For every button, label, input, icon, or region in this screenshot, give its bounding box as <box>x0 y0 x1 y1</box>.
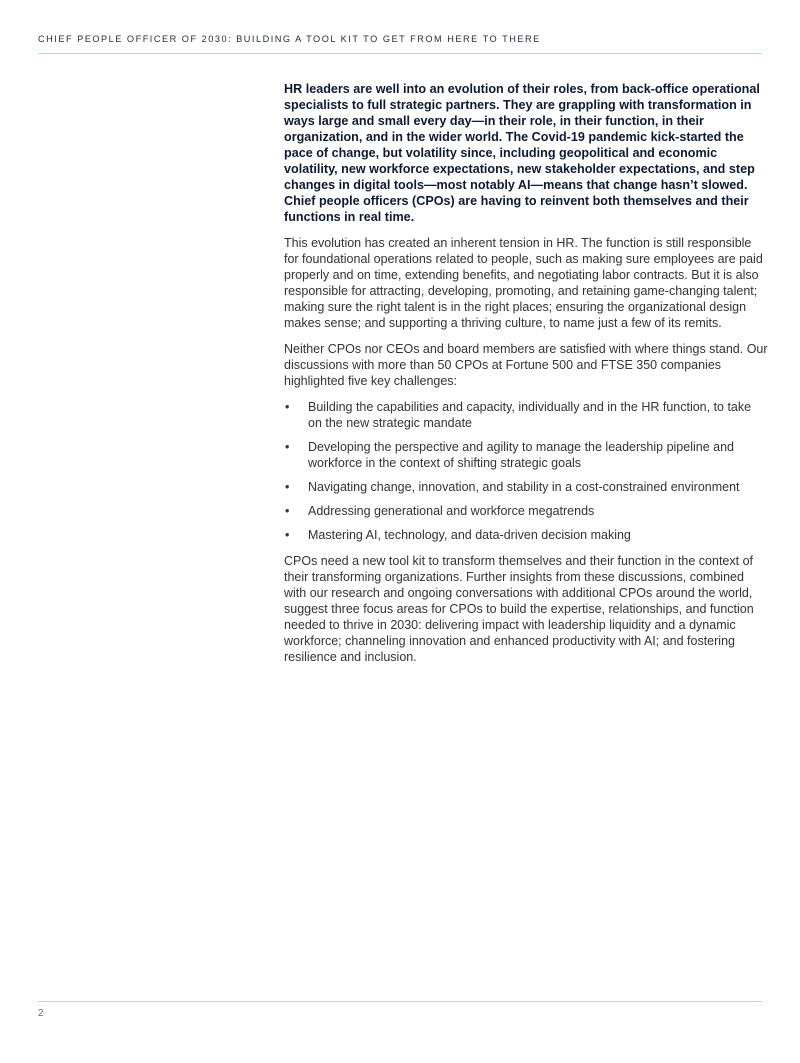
page-number: 2 <box>38 1008 44 1019</box>
bullet-icon: • <box>285 400 290 414</box>
bullet-icon: • <box>285 504 290 518</box>
running-header: CHIEF PEOPLE OFFICER OF 2030: BUILDING A TOOL KIT TO GET FROM HERE TO THERE <box>38 34 541 44</box>
list-item-text: Building the capabilities and capacity, individually and in the HR function, to take on the new strategic mandate <box>308 400 752 430</box>
article-body <box>284 81 768 675</box>
list-item <box>284 479 768 495</box>
list-item <box>284 399 768 431</box>
header-divider <box>38 53 762 54</box>
body-paragraph-1: This evolution has created an inherent tension in HR. The function is still responsible for foundational operations related to people, such as making sure employees are paid properly and on time, extending benefits, and negotiating labor contracts. But it is also responsible for attracting, developing, promoting, and retaining game-changing talent; making sure the right talent is in the right places; ensuring the organizational design makes sense; and supporting a thriving culture, to name just a few of its remits. <box>284 236 763 330</box>
list-item <box>284 439 768 471</box>
body-paragraph-3: CPOs need a new tool kit to transform themselves and their function in the context of their transforming organizations. Further insights from these discussions, combined with our research and ongoing conversations with additional CPOs around the world, suggest three focus areas for CPOs to build the expertise, relationships, and function needed to thrive in 2030: delivering impact with leadership liquidity and a dynamic workforce; channeling innovation and enhanced productivity with AI; and fostering resilience and inclusion. <box>284 554 754 664</box>
list-item-text: Developing the perspective and agility to manage the leadership pipeline and workforce in the context of shifting strategic goals <box>308 440 734 470</box>
bullet-icon: • <box>285 528 290 542</box>
bullet-icon: • <box>285 480 290 494</box>
list-item-text: Mastering AI, technology, and data-driven decision making <box>308 528 631 542</box>
list-item <box>284 527 768 543</box>
list-item-text: Navigating change, innovation, and stability in a cost-constrained environment <box>308 480 740 494</box>
list-item-text: Addressing generational and workforce megatrends <box>308 504 595 518</box>
challenges-list <box>284 399 768 543</box>
bullet-icon: • <box>285 440 290 454</box>
lead-paragraph: HR leaders are well into an evolution of their roles, from back-office operational specialists to full strategic partners. They are grappling with transformation in ways large and small every day—in their role, in their function, in their organization, and in the wider world. The Covid-19 pandemic kick-started the pace of change, but volatility since, including geopolitical and economic volatility, new workforce expectations, new stakeholder expectations, and step changes in digital tools—most notably AI—means that change hasn’t slowed. Chief people officers (CPOs) are having to reinvent both themselves and their functions in real time. <box>284 82 760 224</box>
body-paragraph-2: Neither CPOs nor CEOs and board members are satisfied with where things stand. Our discussions with more than 50 CPOs at Fortune 500 and FTSE 350 companies highlighted five key challenges: <box>284 342 768 388</box>
list-item <box>284 503 768 519</box>
footer-divider <box>38 1001 762 1002</box>
